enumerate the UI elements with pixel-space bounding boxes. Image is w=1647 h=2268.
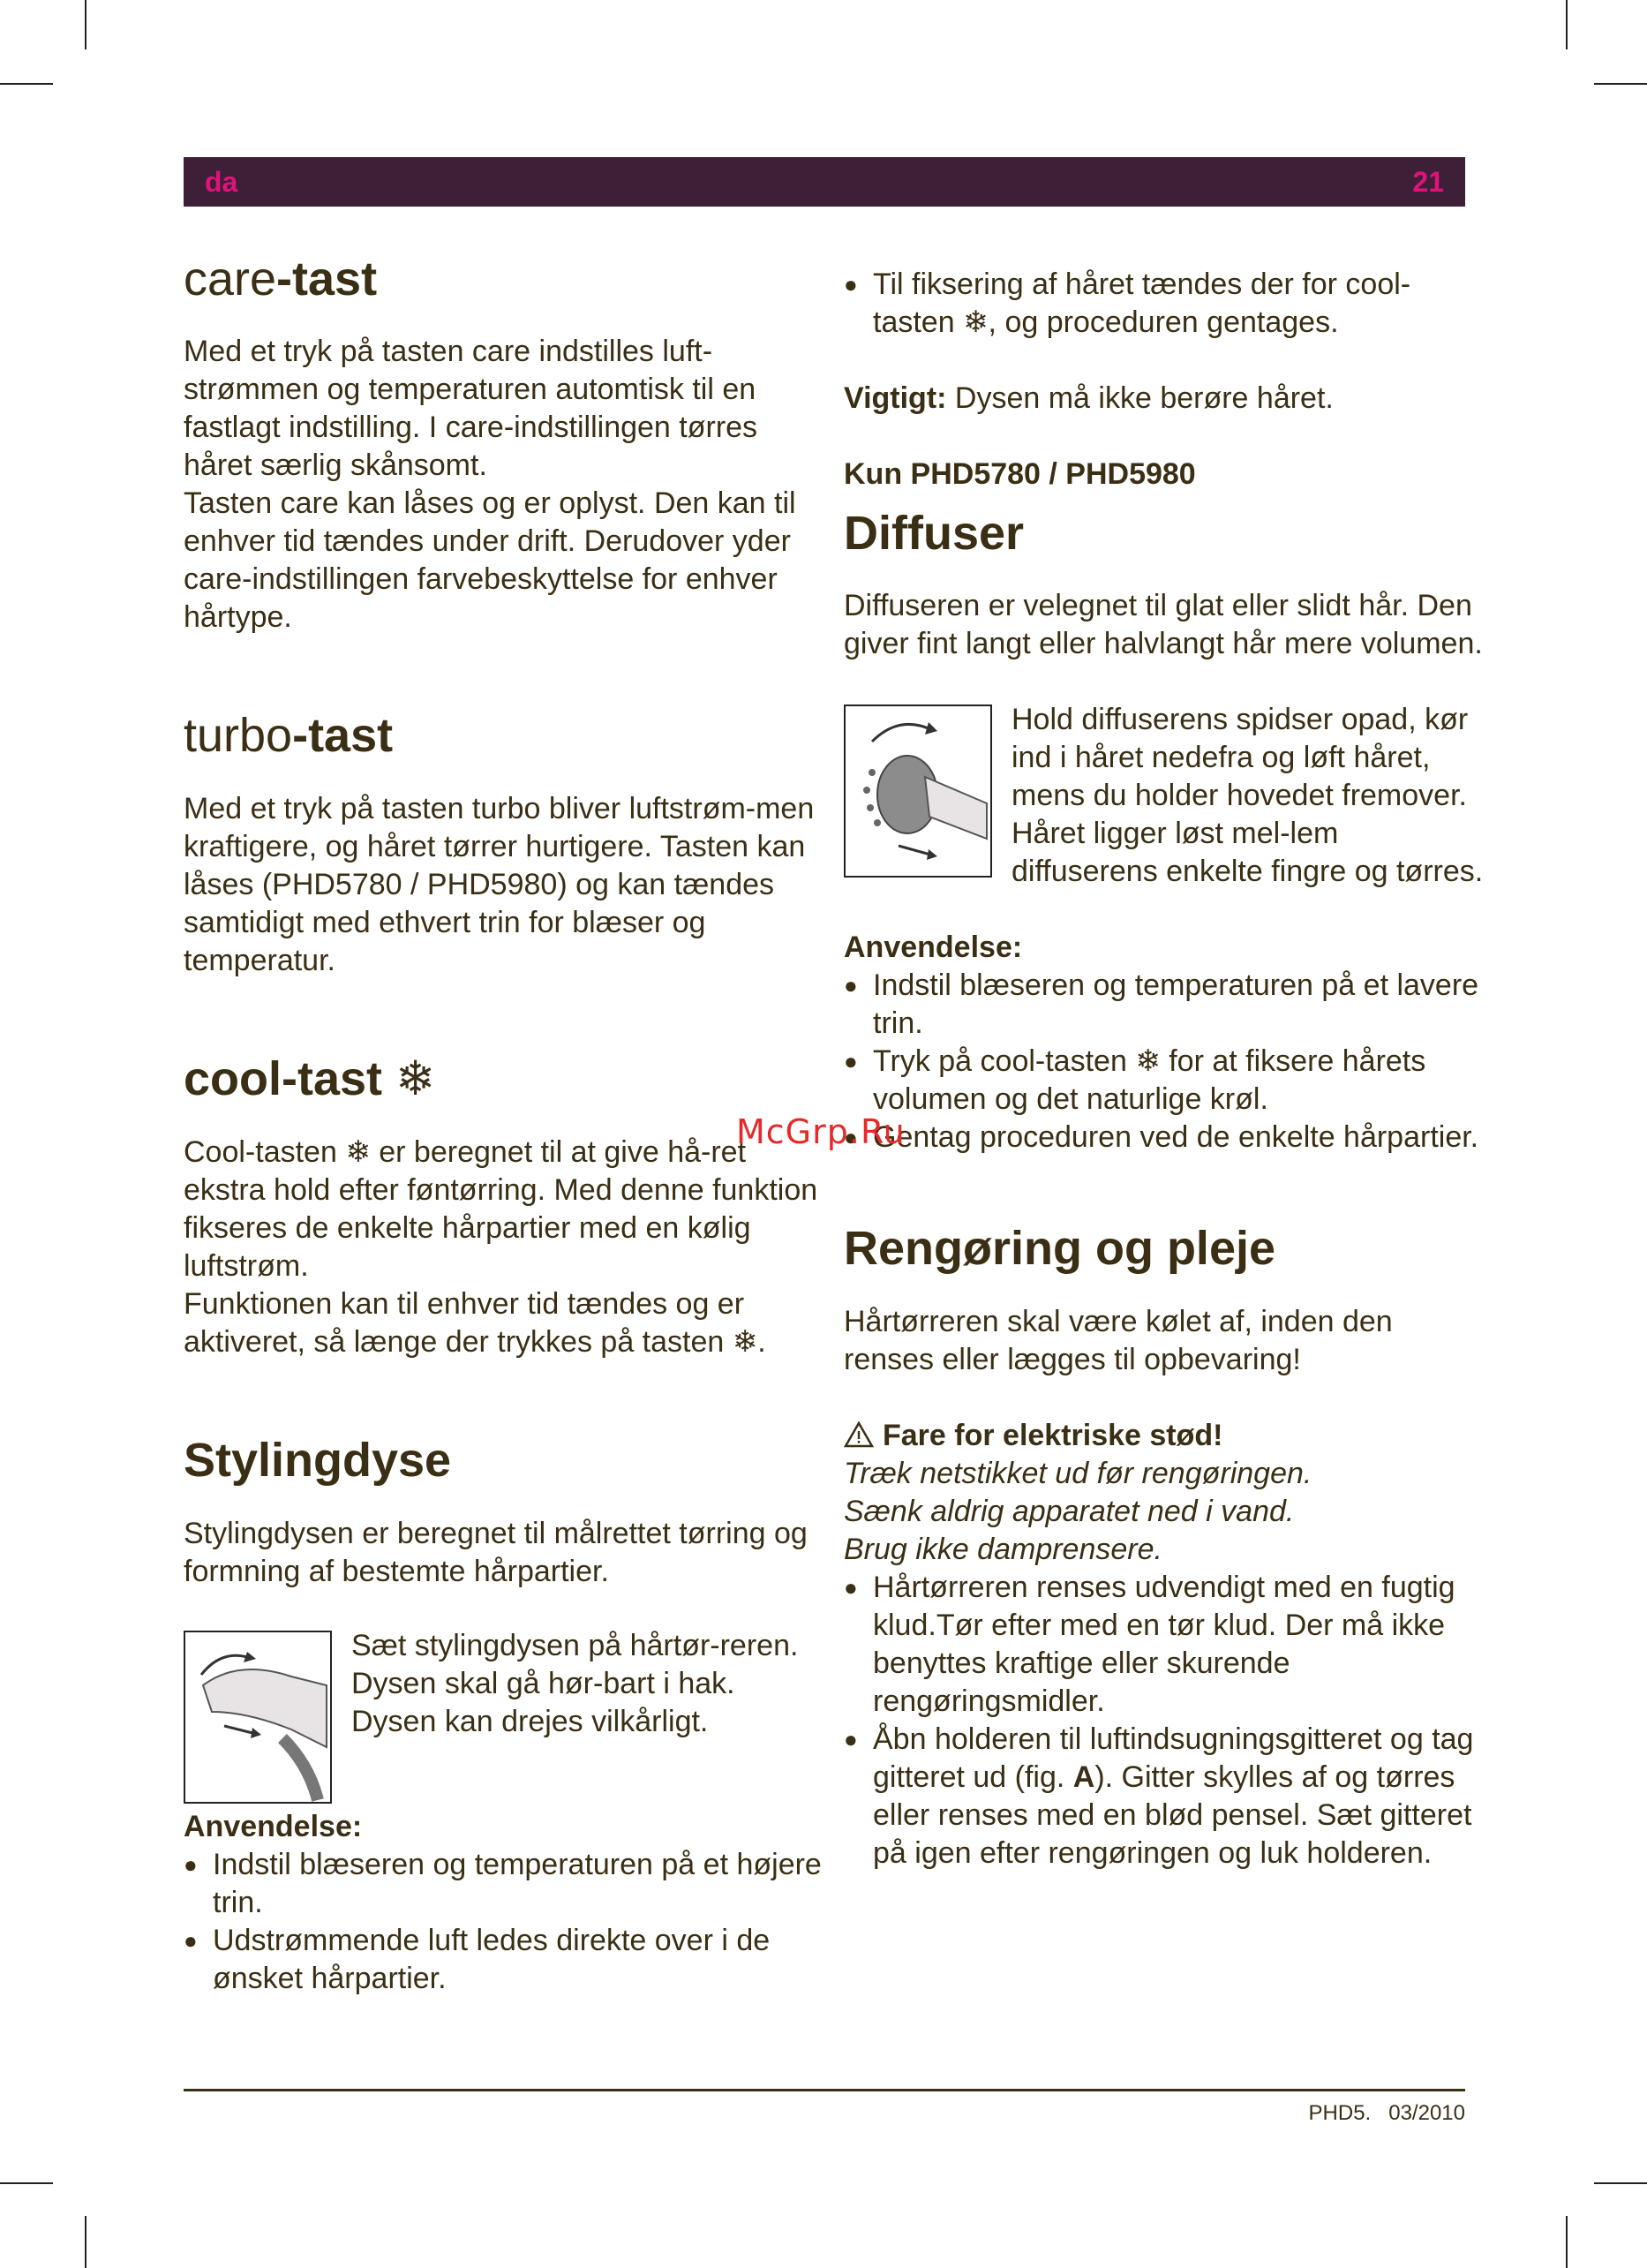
footer-rule [184, 2089, 1465, 2091]
turbo-paragraph: Med et tryk på tasten turbo bliver luftstrøm-men kraftigere, og håret tørrer hurtigere. Tasten kan låses (PHD5780 / PHD5980) og kan tændes samtidigt med ethvert trin for blæser og temperatur. [184, 792, 815, 977]
warning-title: Fare for elektriske stød! [844, 1417, 1488, 1455]
care-paragraph: Med et tryk på tasten care indstilles luft-strømmen og temperaturen automtisk til en fastlagt indstilling. I care-indstillingen tørres håret særlig skånsomt. [184, 335, 758, 482]
list-item: ● Tryk på cool-tasten ❄ for at fiksere hårets volumen og det naturlige krøl. [844, 1043, 1488, 1119]
care-paragraph: Tasten care kan låses og er oplyst. Den kan til enhver tid tændes under drift. Derudover yder care-indstillingen farvebeskyttelse for enhver hårtype. [184, 486, 796, 634]
cleaning-intro: Hårtørreren skal være kølet af, inden den renses eller lægges til opbevaring! [844, 1305, 1393, 1376]
list-item: ● Indstil blæseren og temperaturen på et højere trin. [184, 1846, 828, 1922]
styling-bullet-list [184, 1846, 828, 1998]
footer-info [1309, 2101, 1465, 2126]
warning-line: Træk netstikket ud før rengøringen. [844, 1457, 1312, 1490]
cool-paragraph: Funktionen kan til enhver tid tændes og er aktiveret, så længe der trykkes på tasten ❄. [184, 1287, 766, 1359]
watermark-text: McGrp.Ru [736, 1112, 906, 1151]
crop-mark [0, 83, 53, 85]
styling-intro: Stylingdysen er beregnet til målrettet tørring og formning af bestemte hårpartier. [184, 1517, 808, 1588]
diffuser-illustration [844, 705, 992, 878]
diffuser-figure-text: Hold diffuserens spidser opad, kør ind i håret nedefra og løft håret, mens du holder hovedet fremover. Håret ligger løst mel-lem diffuserens enkelte fingre og tørres. [1012, 703, 1484, 888]
crop-mark [1594, 2182, 1647, 2184]
crop-mark [0, 2182, 53, 2184]
styling-nozzle-illustration [184, 1631, 332, 1804]
important-note: Vigtigt: Dysen må ikke berøre håret. [844, 381, 1334, 415]
diffuser-figure-row [844, 701, 1488, 891]
list-item: ● Til fiksering af håret tændes der for cool-tasten ❄, og proceduren gentages. [844, 266, 1488, 342]
crop-mark [85, 2216, 86, 2268]
footer-model: PHD5. [1308, 2101, 1372, 2125]
crop-mark [1566, 2216, 1568, 2268]
styling-usage-label: Anvendelse: [184, 1810, 363, 1843]
language-code: da [205, 166, 238, 198]
page-header-bar [184, 157, 1465, 207]
crop-mark [1594, 83, 1647, 85]
warning-line: Sænk aldrig apparatet ned i vand. [844, 1495, 1295, 1528]
diffuser-usage-label: Anvendelse: [844, 931, 1023, 964]
styling-figure-text: Sæt stylingdysen på hårtør-reren. Dysen skal gå hør-bart i hak. Dysen kan drejes vilkårligt. [351, 1629, 799, 1738]
warning-line: Brug ikke damprensere. [844, 1533, 1162, 1566]
crop-mark [1566, 0, 1568, 49]
styling-heading: Stylingdyse [184, 1434, 452, 1487]
styling-figure-row [184, 1627, 828, 1804]
crop-mark [85, 0, 86, 49]
list-item: ● Udstrømmende luft ledes direkte over i de ønsket hårpartier. [184, 1922, 828, 1998]
fix-bullet-list [844, 266, 1488, 342]
models-note: Kun PHD5780 / PHD5980 [844, 457, 1196, 491]
cleaning-heading: Rengøring og pleje [844, 1222, 1276, 1275]
cool-paragraph: Cool-tasten ❄ er beregnet til at give hå-ret ekstra hold efter føntørring. Med denne funktion fikseres de enkelte hårpartier med en kølig luftstrøm. [184, 1135, 818, 1283]
diffuser-bullet-list [844, 967, 1488, 1157]
warning-triangle-icon [844, 1421, 874, 1448]
page-number: 21 [1412, 166, 1444, 198]
footer-date: 03/2010 [1388, 2101, 1465, 2125]
diffuser-heading: Diffuser [844, 507, 1025, 560]
list-item: ● Hårtørreren renses udvendigt med en fugtig klud.Tør efter med en tør klud. Der må ikke benyttes kraftige eller skurende rengøringsmidler. [844, 1569, 1488, 1721]
right-column [844, 266, 1488, 1872]
diffuser-intro: Diffuseren er velegnet til glat eller slidt hår. Den giver fint langt eller halvlangt hår mere volumen. [844, 589, 1483, 660]
turbo-heading: turbo-tast [184, 709, 394, 762]
list-item: ● Gentag proceduren ved de enkelte hårpartier. [844, 1119, 1488, 1157]
care-heading: care-tast [184, 252, 378, 305]
left-column [184, 251, 828, 1998]
list-item: ● Åbn holderen til luftindsugningsgitteret og tag gitteret ud (fig. A). Gitter skylles af og tørres eller renses med en blød pensel. Sæt gitteret på igen efter rengøringen og luk holderen. [844, 1721, 1488, 1872]
list-item: ● Indstil blæseren og temperaturen på et lavere trin. [844, 967, 1488, 1043]
cleaning-bullet-list [844, 1569, 1488, 1872]
cool-heading: cool-tast ❄ [184, 1052, 436, 1105]
